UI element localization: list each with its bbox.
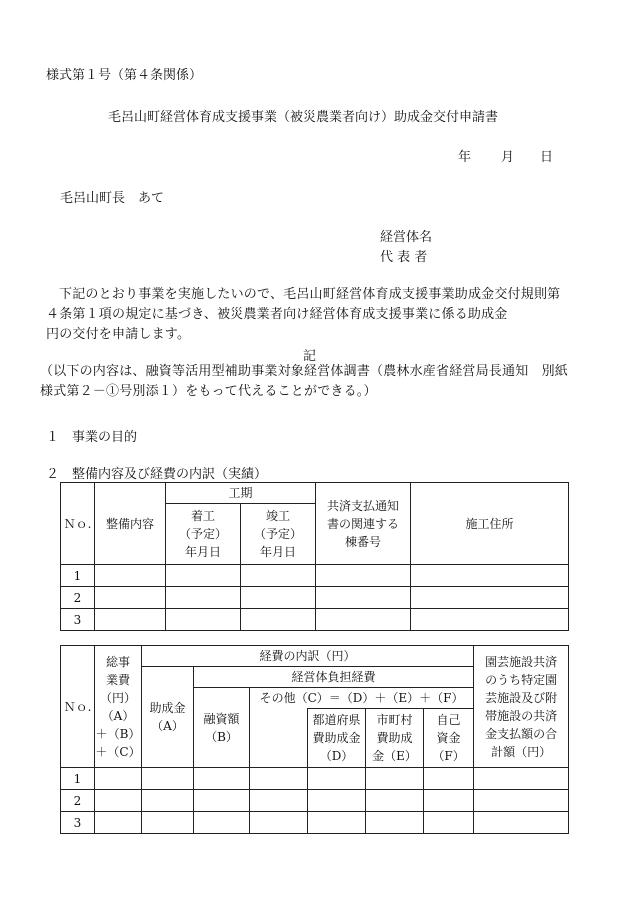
cell-other[interactable] xyxy=(250,768,308,790)
cell-content[interactable] xyxy=(95,587,166,609)
row-number: 1 xyxy=(61,768,95,790)
cell-loan[interactable] xyxy=(194,790,250,812)
application-paragraph: 下記のとおり事業を実施したいので、毛呂山町経営体育成支援事業助成金交付規則第４条第１項の規定に基づき、被災農業者向け経営体育成支援事業に係る助成金 円の交付を申請します。 xyxy=(46,287,587,342)
header-loan: 融資額 （B） xyxy=(194,688,250,768)
date-day: 日 xyxy=(540,150,554,165)
cell-other[interactable] xyxy=(250,790,308,812)
cell-building[interactable] xyxy=(316,587,411,609)
header-horticulture-payment: 園芸施設共済 のうち特定園 芸施設及び附 帯施設の共済 金支払額の合 計額（円） xyxy=(474,646,569,768)
note-paragraph: （以下の内容は、融資等活用型補助事業対象経営体調書（農林水産省経営局長通知 別紙様式第２－①号別添１）をもって代えることができる。） xyxy=(40,364,569,399)
cell-loan[interactable] xyxy=(194,768,250,790)
header-breakdown: 経費の内訳（円） xyxy=(142,646,474,667)
cell-total[interactable] xyxy=(95,768,142,790)
row-number: 1 xyxy=(61,565,95,587)
table-row xyxy=(61,790,569,812)
table-row xyxy=(61,768,569,790)
cell-total[interactable] xyxy=(95,812,142,834)
cell-end[interactable] xyxy=(241,565,316,587)
cell-self[interactable] xyxy=(424,790,474,812)
table-row xyxy=(61,812,569,834)
cell-city[interactable] xyxy=(366,812,424,834)
cell-pref[interactable] xyxy=(308,812,366,834)
row-number: 2 xyxy=(61,790,95,812)
cell-start[interactable] xyxy=(166,587,241,609)
header-end-date: 竣工 （予定） 年月日 xyxy=(241,504,316,565)
cell-pref[interactable] xyxy=(308,790,366,812)
applicant-entity-label: 経営体名 xyxy=(380,230,433,245)
header-building-number: 共済支払通知 書の関連する 棟番号 xyxy=(316,483,411,565)
header-subsidy: 助成金 （A） xyxy=(142,667,194,768)
cell-horti[interactable] xyxy=(474,790,569,812)
date-month: 月 xyxy=(501,150,515,165)
cell-horti[interactable] xyxy=(474,768,569,790)
cell-end[interactable] xyxy=(241,609,316,631)
section-2-heading: ２ 整備内容及び経費の内訳（実績） xyxy=(46,467,268,482)
header-burden: 経営体負担経費 xyxy=(194,667,474,688)
ki-marker: 記 xyxy=(303,349,317,364)
table-row xyxy=(61,565,569,587)
cell-subsidy[interactable] xyxy=(142,812,194,834)
table-row xyxy=(61,587,569,609)
header-other: その他（C）＝（D）＋（E）＋（F） xyxy=(250,688,474,709)
cell-other[interactable] xyxy=(250,812,308,834)
header-pref-subsidy: 都道府県 費助成金 （D） xyxy=(308,709,366,768)
header-total-cost: 総事 業費 （円） （A） ＋（B） ＋（C） xyxy=(95,646,142,768)
cell-content[interactable] xyxy=(95,565,166,587)
row-number: 3 xyxy=(61,609,95,631)
cell-start[interactable] xyxy=(166,609,241,631)
row-number: 3 xyxy=(61,812,95,834)
header-address: 施工住所 xyxy=(411,483,569,565)
cell-horti[interactable] xyxy=(474,812,569,834)
cell-subsidy[interactable] xyxy=(142,768,194,790)
cell-loan[interactable] xyxy=(194,812,250,834)
cell-self[interactable] xyxy=(424,768,474,790)
cell-subsidy[interactable] xyxy=(142,790,194,812)
cell-building[interactable] xyxy=(316,565,411,587)
cell-pref[interactable] xyxy=(308,768,366,790)
form-number: 様式第１号（第４条関係） xyxy=(46,68,203,83)
cell-end[interactable] xyxy=(241,587,316,609)
cell-building[interactable] xyxy=(316,609,411,631)
document-title: 毛呂山町経営体育成支援事業（被災農業者向け）助成金交付申請書 xyxy=(108,110,499,125)
cell-address[interactable] xyxy=(411,565,569,587)
header-content: 整備内容 xyxy=(95,483,166,565)
table-row xyxy=(61,609,569,631)
addressee: 毛呂山町長 あて xyxy=(60,191,165,206)
header-period: 工期 xyxy=(166,483,316,504)
header-own-funds: 自己 資金 （F） xyxy=(424,709,474,768)
header-city-subsidy: 市町村 費助成 金（E） xyxy=(366,709,424,768)
row-number: 2 xyxy=(61,587,95,609)
section-1-heading: １ 事業の目的 xyxy=(46,430,138,445)
header-start-date: 着工 （予定） 年月日 xyxy=(166,504,241,565)
cell-city[interactable] xyxy=(366,768,424,790)
expense-breakdown-table xyxy=(60,645,569,834)
work-content-table xyxy=(60,482,569,631)
cell-address[interactable] xyxy=(411,609,569,631)
header-no: Ｎｏ. xyxy=(61,646,95,768)
cell-city[interactable] xyxy=(366,790,424,812)
header-no: Ｎｏ. xyxy=(61,483,95,565)
cell-address[interactable] xyxy=(411,587,569,609)
applicant-rep-label: 代 表 者 xyxy=(380,250,428,265)
date-year: 年 xyxy=(458,150,472,165)
cell-content[interactable] xyxy=(95,609,166,631)
cell-total[interactable] xyxy=(95,790,142,812)
cell-self[interactable] xyxy=(424,812,474,834)
header-other-blank xyxy=(250,709,308,768)
cell-start[interactable] xyxy=(166,565,241,587)
